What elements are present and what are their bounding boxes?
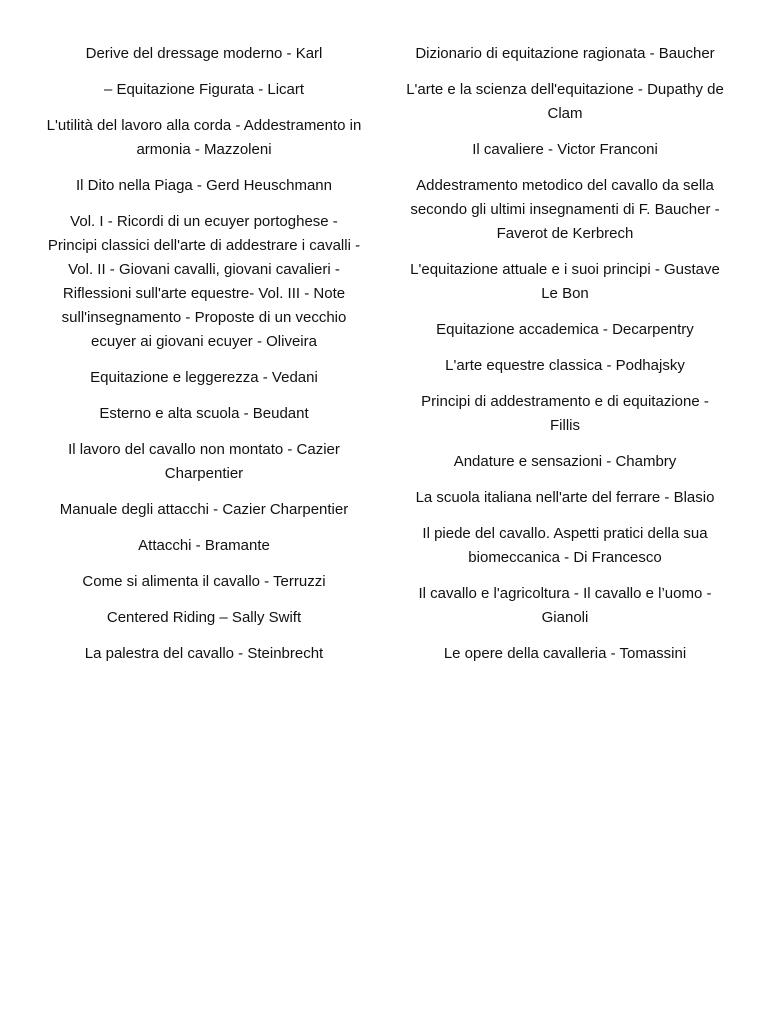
book-entry: Manuale degli attacchi - Cazier Charpentier (59, 501, 349, 518)
book-entry: Il cavallo e l'agricoltura - Il cavallo e l’uomo - Gianoli (418, 585, 712, 626)
book-entry: Andature e sensazioni - Chambry (453, 453, 677, 470)
book-entry: Principi di addestramento e di equitazione - Fillis (421, 393, 709, 434)
book-entry: Esterno e alta scuola - Beudant (99, 405, 309, 422)
book-entry: Centered Riding – Sally Swift (106, 609, 302, 626)
book-entry: Il cavaliere - Victor Franconi (472, 141, 658, 158)
book-entry: L'utilità del lavoro alla corda - Addestramento in armonia - Mazzoleni (46, 117, 362, 158)
book-entry: Il Dito nella Piaga - Gerd Heuschmann (76, 177, 332, 194)
left-book-list (44, 42, 364, 678)
book-entry: Come si alimenta il cavallo - Terruzzi (82, 573, 326, 590)
book-entry: Dizionario di equitazione ragionata - Baucher (415, 45, 715, 62)
book-entry: Derive del dressage moderno - Karl (85, 45, 323, 62)
book-entry: – Equitazione Figurata - Licart (103, 81, 305, 98)
book-entry: La palestra del cavallo - Steinbrecht (84, 645, 324, 662)
book-entry: L'arte equestre classica - Podhajsky (445, 357, 685, 374)
book-entry: Addestramento metodico del cavallo da sella secondo gli ultimi insegnamenti di F. Baucher - Faverot de Kerbrech (410, 177, 720, 242)
book-entry: Equitazione e leggerezza - Vedani (90, 369, 318, 386)
book-entry: Equitazione accademica - Decarpentry (436, 321, 694, 338)
book-entry: Le opere della cavalleria - Tomassini (443, 645, 687, 662)
book-entry: La scuola italiana nell'arte del ferrare - Blasio (415, 489, 715, 506)
book-entry: Attacchi - Bramante (138, 537, 270, 554)
book-entry: Il piede del cavallo. Aspetti pratici della sua biomeccanica - Di Francesco (422, 525, 708, 566)
right-book-list (405, 42, 725, 678)
book-entry: Vol. I - Ricordi di un ecuyer portoghese - Principi classici dell'arte di addestrare i cavalli - Vol. II - Giovani cavalli, giovani cavalieri - Riflessioni sull'arte equestre- Vol. III - Note sull'insegnamento - Proposte di un vecchio ecuyer ai giovani ecuyer - Oliveira (47, 213, 361, 350)
book-entry: L'arte e la scienza dell'equitazione - Dupathy de Clam (406, 81, 724, 122)
book-entry: Il lavoro del cavallo non montato - Cazier Charpentier (68, 441, 340, 482)
book-entry: L'equitazione attuale e i suoi principi - Gustave Le Bon (410, 261, 720, 302)
